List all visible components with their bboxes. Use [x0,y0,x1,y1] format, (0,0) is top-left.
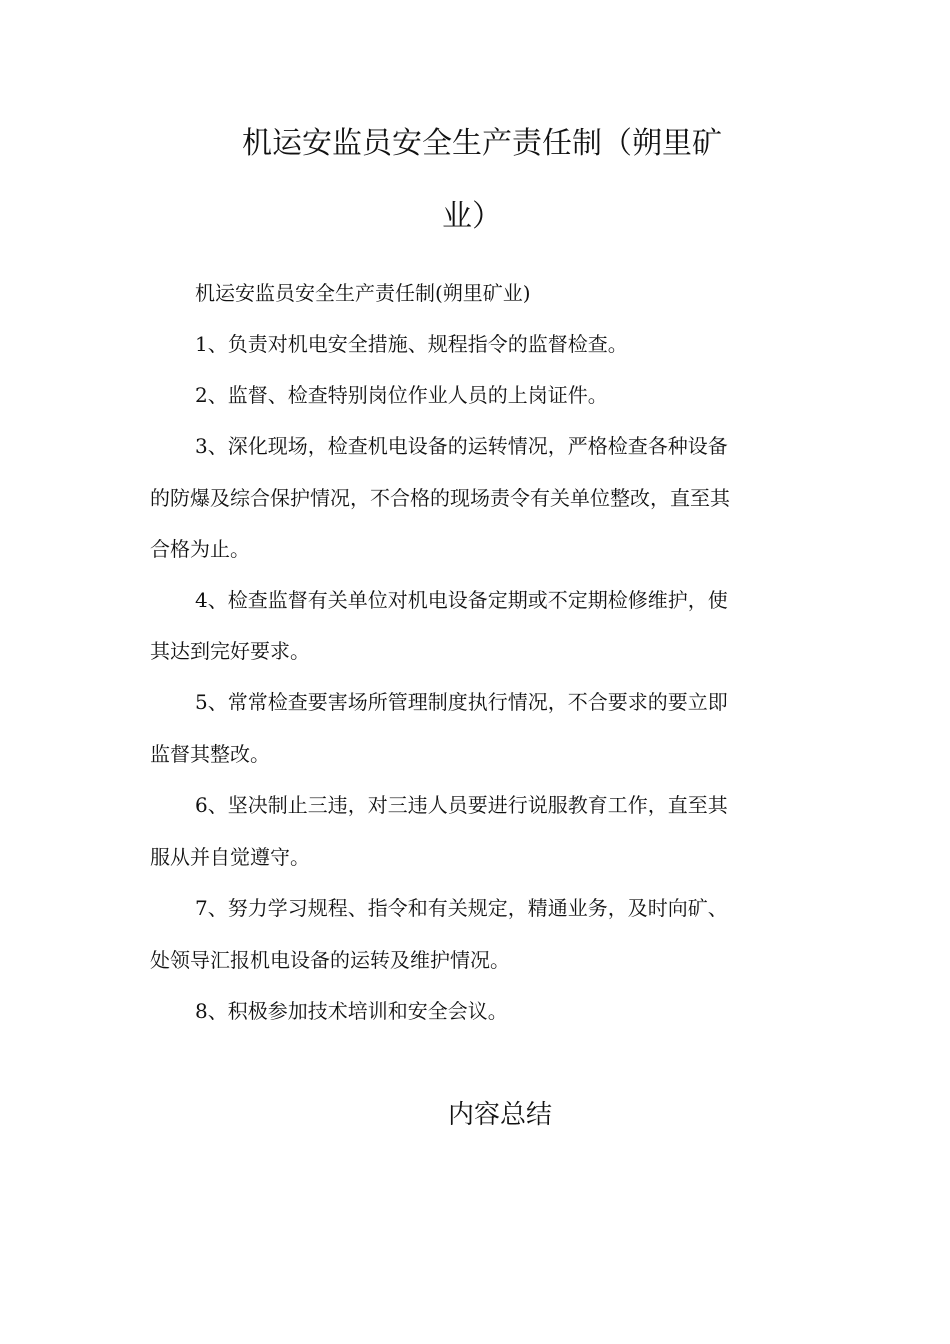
document-title-line-1: 机运安监员安全生产责任制（朔里矿 [242,126,722,161]
item-5-line-1: 5、常常检查要害场所管理制度执行情况，不合要求的要立即 [195,690,728,714]
item-3-line-2: 的防爆及综合保护情况，不合格的现场责令有关单位整改，直至其 [150,486,730,510]
summary-heading: 内容总结 [448,1100,553,1130]
item-7-line-2: 处领导汇报机电设备的运转及维护情况。 [150,948,510,972]
item-4-line-2: 其达到完好要求。 [150,639,310,663]
item-3-line-3: 合格为止。 [150,537,250,561]
item-8-line-1: 8、积极参加技术培训和安全会议。 [195,999,508,1023]
item-7-line-1: 7、努力学习规程、指令和有关规定，精通业务，及时向矿、 [195,896,728,920]
item-3-line-1: 3、深化现场，检查机电设备的运转情况，严格检查各种设备 [195,434,728,458]
item-5-line-2: 监督其整改。 [150,742,270,766]
document-subtitle: 机运安监员安全生产责任制(朔里矿业) [195,281,531,305]
item-2-line-1: 2、监督、检查特别岗位作业人员的上岗证件。 [195,383,608,407]
item-6-line-2: 服从并自觉遵守。 [150,845,310,869]
item-1-line-1: 1、负责对机电安全措施、规程指令的监督检查。 [195,332,628,356]
item-6-line-1: 6、坚决制止三违，对三违人员要进行说服教育工作，直至其 [195,793,728,817]
document-title-line-2: 业） [442,199,502,234]
item-4-line-1: 4、检查监督有关单位对机电设备定期或不定期检修维护，使 [195,588,728,612]
